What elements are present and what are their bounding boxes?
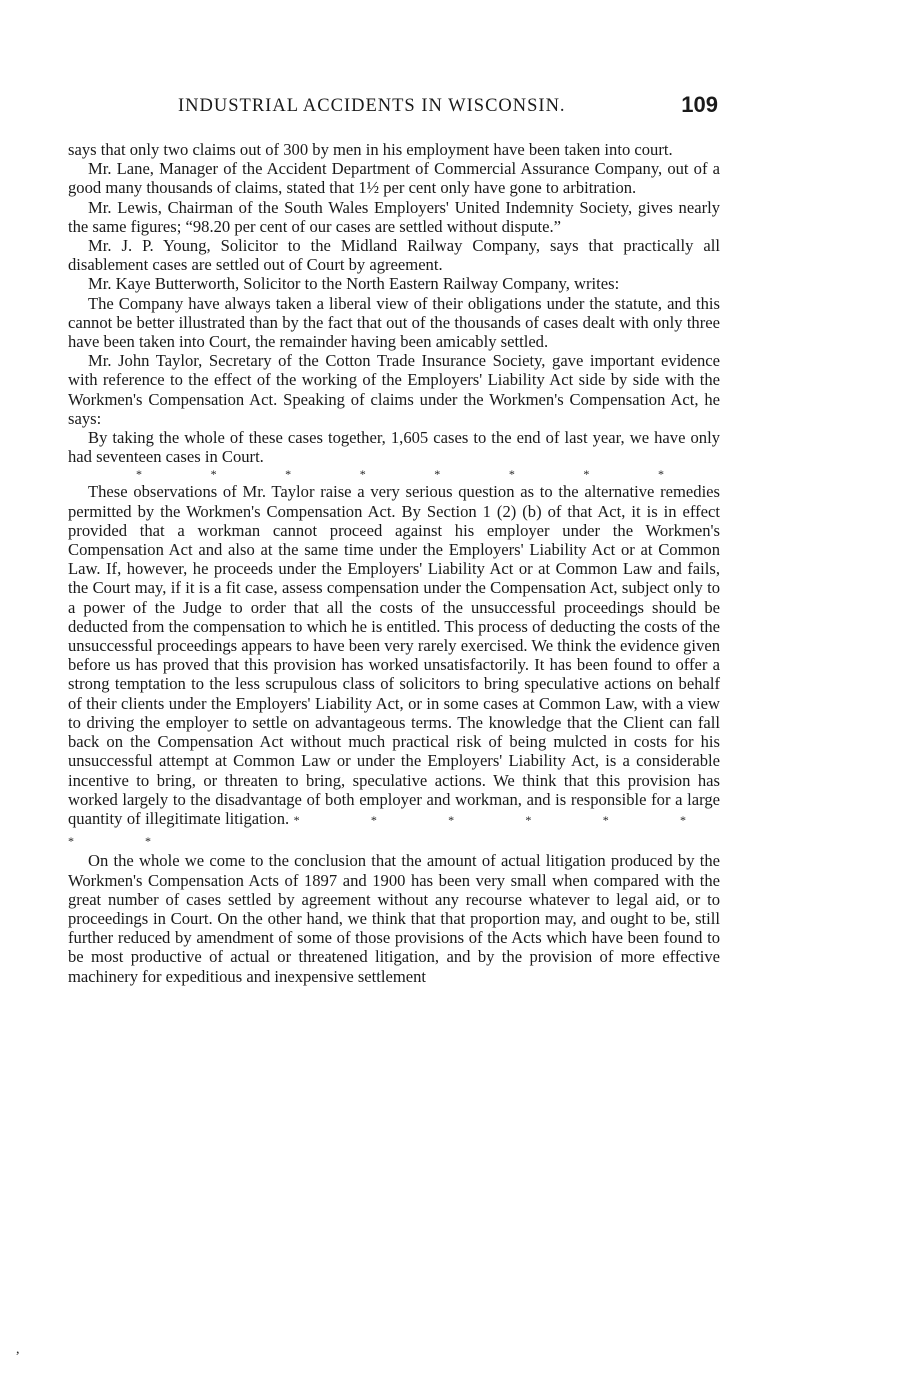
paragraph-butterworth: Mr. Kaye Butterworth, Solicitor to the North Eastern Railway Company, writes: xyxy=(88,274,620,294)
star-mark: * xyxy=(657,467,664,482)
quote-company: The Company have always taken a liberal view of their obligations under the statute, and this cannot be better illustrated than by the fact that out of the thousands of cases dealt with only three have been taken into Court, the remainder having been amicably settled. xyxy=(68,293,720,352)
quote-taylor: By taking the whole of these cases together, 1,605 cases to the end of last year, we have only had seventeen cases in Court. xyxy=(68,428,720,467)
star-mark: * xyxy=(434,467,441,482)
paragraph-taylor: Mr. John Taylor, Secretary of the Cotton Trade Insurance Society, gave important evidence with reference to the effect of the working of the Employers' Liability Act side by side with the Workmen's Compensation Act. Speaking of claims under the Workmen's Compensation Act, he says: xyxy=(68,351,720,428)
inline-ellipsis-stars: * * * * * * * * xyxy=(68,812,720,849)
paragraph-conclusion: On the whole we come to the conclusion that the amount of actual litigation produced by the Workmen's Compensation Acts of 1897 and 1900 has been very small when compared with the great number of cases settled by agreement without any recourse whatever to legal aid, or to proceedings in Court. On the other hand, we think that that proportion may, and ought to be, still further reduced by amendment of some of those provisions of the Acts which have been found to be most productive of actual or threatened litigation, and by the provision of more effective machinery for expeditious and inexpensive settlement xyxy=(68,851,720,986)
running-title: INDUSTRIAL ACCIDENTS IN WISCONSIN. xyxy=(178,96,566,116)
paragraph-young: Mr. J. P. Young, Solicitor to the Midland Railway Company, says that practically all disablement cases are settled out of Court by agreement. xyxy=(68,236,720,275)
paragraph-continuation: says that only two claims out of 300 by men in his employment have been taken into court. xyxy=(68,140,673,159)
star-mark: * xyxy=(359,467,366,482)
star-mark: * xyxy=(210,467,217,482)
margin-mark: , xyxy=(16,1342,20,1357)
star-mark: * xyxy=(285,467,292,482)
page-number: 109 xyxy=(681,92,718,117)
paragraph-observations xyxy=(68,482,720,851)
paragraph-observations-text: These observations of Mr. Taylor raise a very serious question as to the alternative remedies permitted by the Workmen's Compensation Act. By Section 1 (2) (b) of that Act, it is in effect provided that a workman cannot proceed against his employer under the Workmen's Compensation Act and also at the same time under the Employers' Liability Act or at Common Law. If, however, he proceeds under the Employers' Liability Act or at Common Law and fails, the Court may, if it is a fit case, assess compensation under the Compensation Act, subject only to a power of the Judge to order that all the costs of the unsuccessful proceedings should be deducted from the compensation to which he is entitled. This process of deducting the costs of the unsuccessful proceedings appears to have been very rarely exercised. We think the evidence given before us has proved that this provision has worked unsatisfactorily. It has been found to offer a strong temptation to the less scrupulous class of solicitors to bring speculative actions on behalf of their clients under the Employers' Liability Act, or in some cases at Common Law, with a view to driving the employer to settle on advantageous terms. The knowledge that the Client can fall back on the Compensation Act without much practical risk of being mulcted in costs for his unsuccessful attempt at Common Law or under the Employers' Liability Act, is a considerable incentive to bring, or threaten to bring, speculative actions. We think that this provision has worked largely to the disadvantage of both employer and workman, and is responsible for a large quantity of illegitimate litigation. xyxy=(68,482,720,828)
document-page xyxy=(68,92,720,986)
paragraph-lewis: Mr. Lewis, Chairman of the South Wales Employers' United Indemnity Society, gives nearly the same figures; “98.20 per cent of our cases are settled without dispute.” xyxy=(68,197,720,236)
star-mark: * xyxy=(508,467,515,482)
star-mark: * xyxy=(136,467,142,482)
paragraph-lane: Mr. Lane, Manager of the Accident Department of Commercial Assurance Company, out of a good many thousands of claims, stated that 1½ per cent only have gone to arbitration. xyxy=(68,159,720,198)
star-mark: * xyxy=(583,467,590,482)
page-header xyxy=(68,92,720,126)
ellipsis-stars xyxy=(68,466,720,482)
